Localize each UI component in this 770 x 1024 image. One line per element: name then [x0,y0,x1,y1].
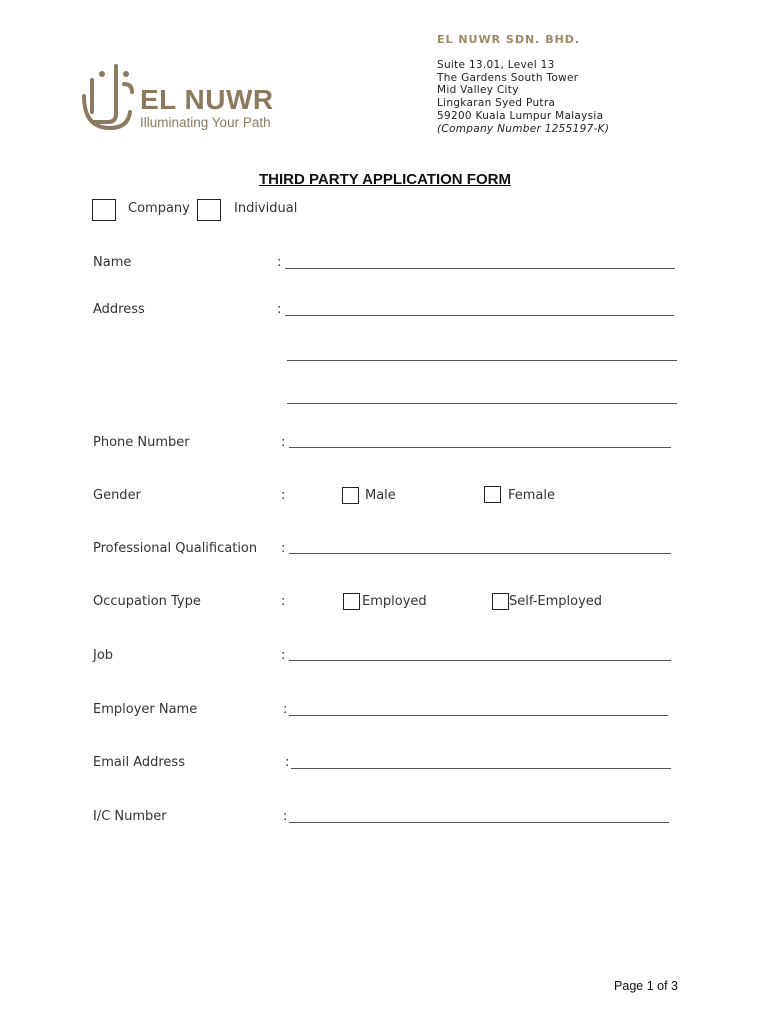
phone-field[interactable] [289,447,671,448]
female-checkbox[interactable] [484,486,501,503]
name-colon: : [277,255,282,270]
logo-wordmark: EL NUWR [140,84,274,115]
logo-tagline: Illuminating Your Path [140,115,271,130]
company-name: EL NUWR SDN. BHD. [437,33,581,46]
employer-colon: : [283,702,288,717]
ic-colon: : [283,809,288,824]
individual-label: Individual [234,201,298,216]
address-line: Mid Valley City [437,84,519,97]
email-field[interactable] [291,768,671,769]
phone-colon: : [281,435,286,450]
ic-label: I/C Number [93,809,167,824]
individual-checkbox[interactable] [197,199,221,221]
qualification-label: Professional Qualification [93,541,258,556]
gender-label: Gender [93,488,141,503]
address-label: Address [93,302,145,317]
self-employed-label: Self-Employed [509,594,603,609]
company-checkbox[interactable] [92,199,116,221]
el-nuwr-logo-mark [80,62,140,137]
address-field-line-3[interactable] [287,403,677,404]
address-field-line-2[interactable] [287,360,677,361]
email-colon: : [285,755,290,770]
employer-field[interactable] [289,715,668,716]
occupation-colon: : [281,594,286,609]
company-address [437,59,609,135]
male-label: Male [365,488,396,503]
address-line: Suite 13.01, Level 13 [437,59,555,71]
phone-label: Phone Number [93,435,190,450]
employer-label: Employer Name [93,702,198,717]
qualification-colon: : [281,541,286,556]
name-field[interactable] [285,268,675,269]
address-line: The Gardens South Tower [437,71,579,84]
self-employed-checkbox[interactable] [492,593,509,610]
form-title: THIRD PARTY APPLICATION FORM [259,171,511,188]
employed-checkbox[interactable] [343,593,360,610]
email-label: Email Address [93,755,185,770]
job-colon: : [281,648,286,663]
employed-label: Employed [362,594,427,609]
occupation-label: Occupation Type [93,594,201,609]
address-line: Lingkaran Syed Putra [437,97,556,110]
address-field-line-1[interactable] [285,315,674,316]
qualification-field[interactable] [289,553,671,554]
job-field[interactable] [289,660,671,661]
ic-field[interactable] [289,822,669,823]
company-label: Company [128,201,190,216]
male-checkbox[interactable] [342,487,359,504]
page-number: Page 1 of 3 [614,979,678,993]
name-label: Name [93,255,132,270]
address-line: 59200 Kuala Lumpur Malaysia [437,109,604,122]
gender-colon: : [281,488,286,503]
job-label: Job [93,648,114,663]
female-label: Female [508,488,556,503]
address-colon: : [277,302,282,317]
company-number: (Company Number 1255197-K) [437,122,610,135]
